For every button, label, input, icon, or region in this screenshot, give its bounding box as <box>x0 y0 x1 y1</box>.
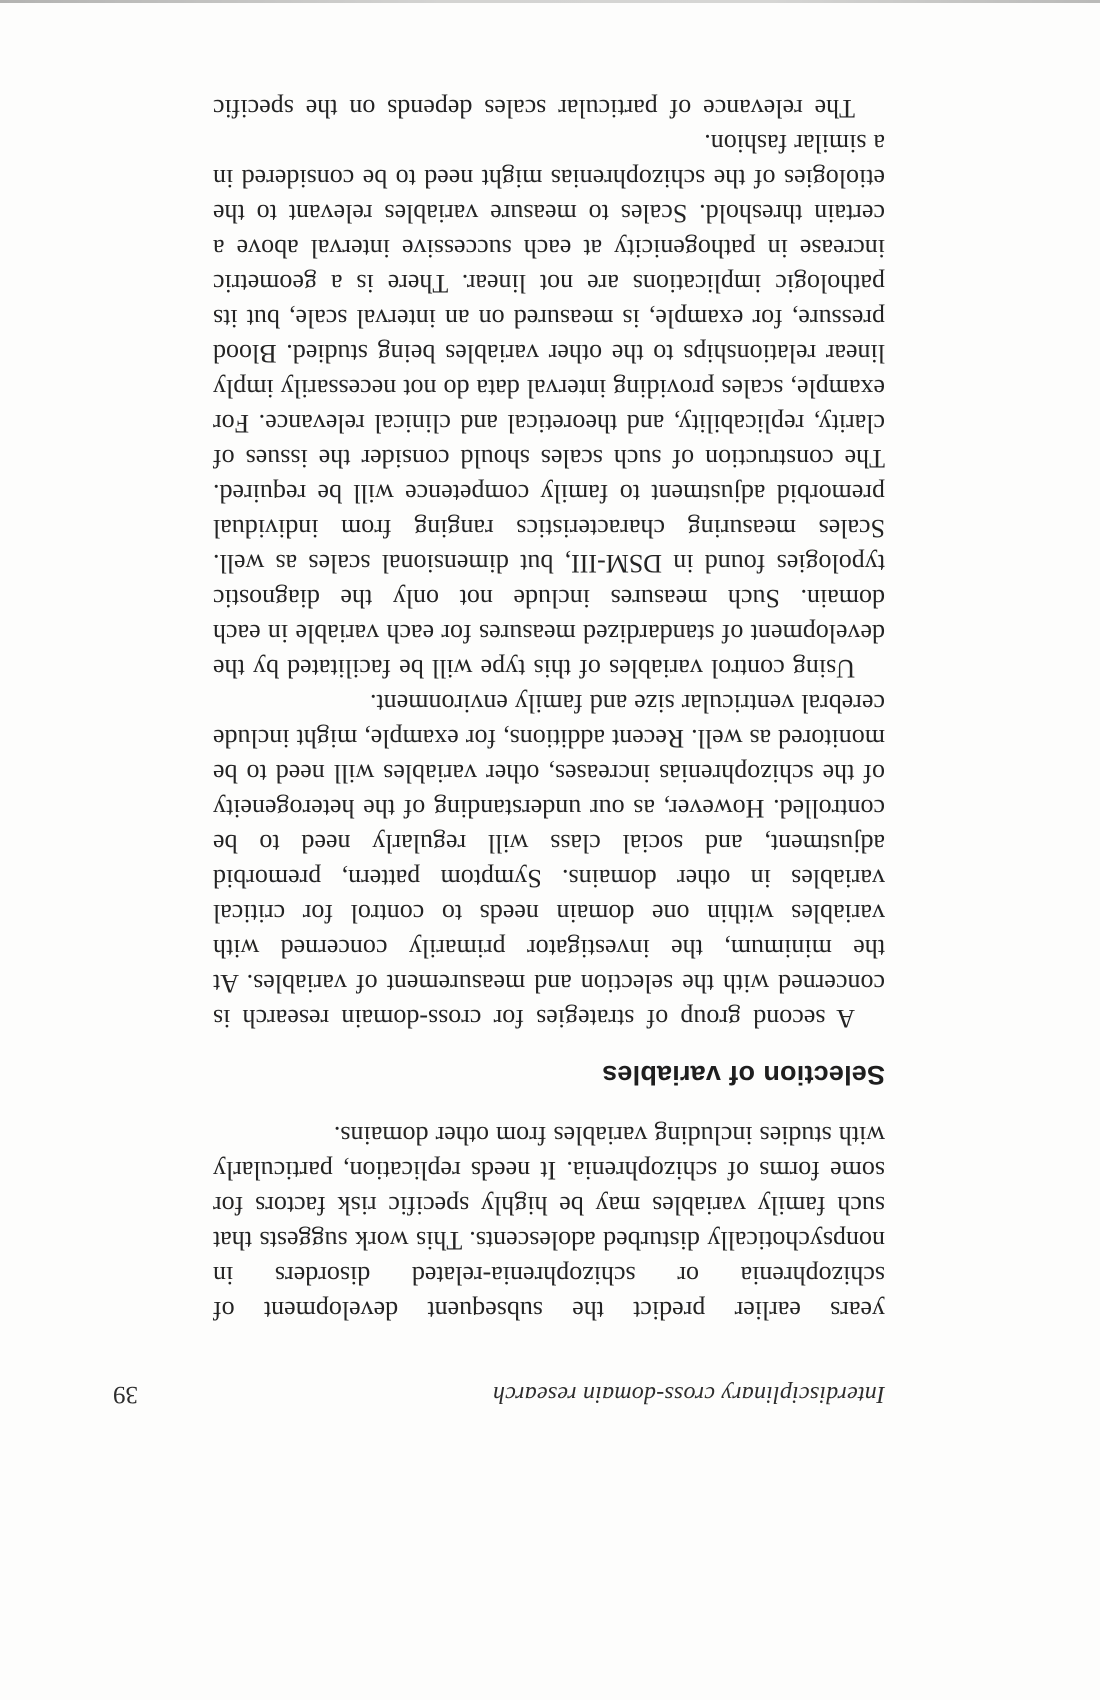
running-title: Interdisciplinary cross-domain research <box>492 1381 885 1407</box>
paragraph-control-variables: Using control variables of this type will be facilitated by the development of standardized measures for each variable in each domain. Such measures include not only the diagnostic typologies found in DSM-III, but dimensional scales as well. Scales measuring characteristics ranging from individual premorbid adjustment to family competence will be required. The construction of such scales should consider the issues of clarity, replicability, and theoretical and clinical relevance. For example, scales providing interval data do not necessarily imply linear relationships to the other variables being studied. Blood pressure, for example, is measured on an interval scale, but its pathologic implications are not linear. There is a geometric increase in pathogenicity at each successive interval above a certain threshold. Scales to measure variables relevant to the etiologies of the schizophrenias might need to be considered in a similar fashion. <box>213 129 885 683</box>
paragraph-relevance-partial: The relevance of particular scales depends on the specific <box>213 94 855 123</box>
paragraph-continuation: years earlier predict the subsequent development of schizophrenia or schizophrenia-related disorders in nonpsychotically disturbed adolescents. This work suggests that such family variables may be highly specific risk factors for some forms of schizophrenia. It needs replication, particularly with studies including variables from other domains. <box>213 1121 885 1325</box>
page-number: 39 <box>113 1381 138 1408</box>
body-text-block <box>213 91 885 1328</box>
section-heading: Selection of variables <box>601 1060 885 1090</box>
paragraph-selection-strategies: A second group of strategies for cross-domain research is concerned with the selection and measurement of variables. At the minimum, the investigator primarily concerned with variables within one domain needs to control for critical variables in other domains. Symptom pattern, premorbid adjustment, and social class will regularly need to be controlled. However, as our understanding of the heterogeneity of the schizophrenias increases, other variables will need to be monitored as well. Recent additions, for example, might include cerebral ventricular size and family environment. <box>213 689 885 1033</box>
running-head <box>113 1380 885 1408</box>
